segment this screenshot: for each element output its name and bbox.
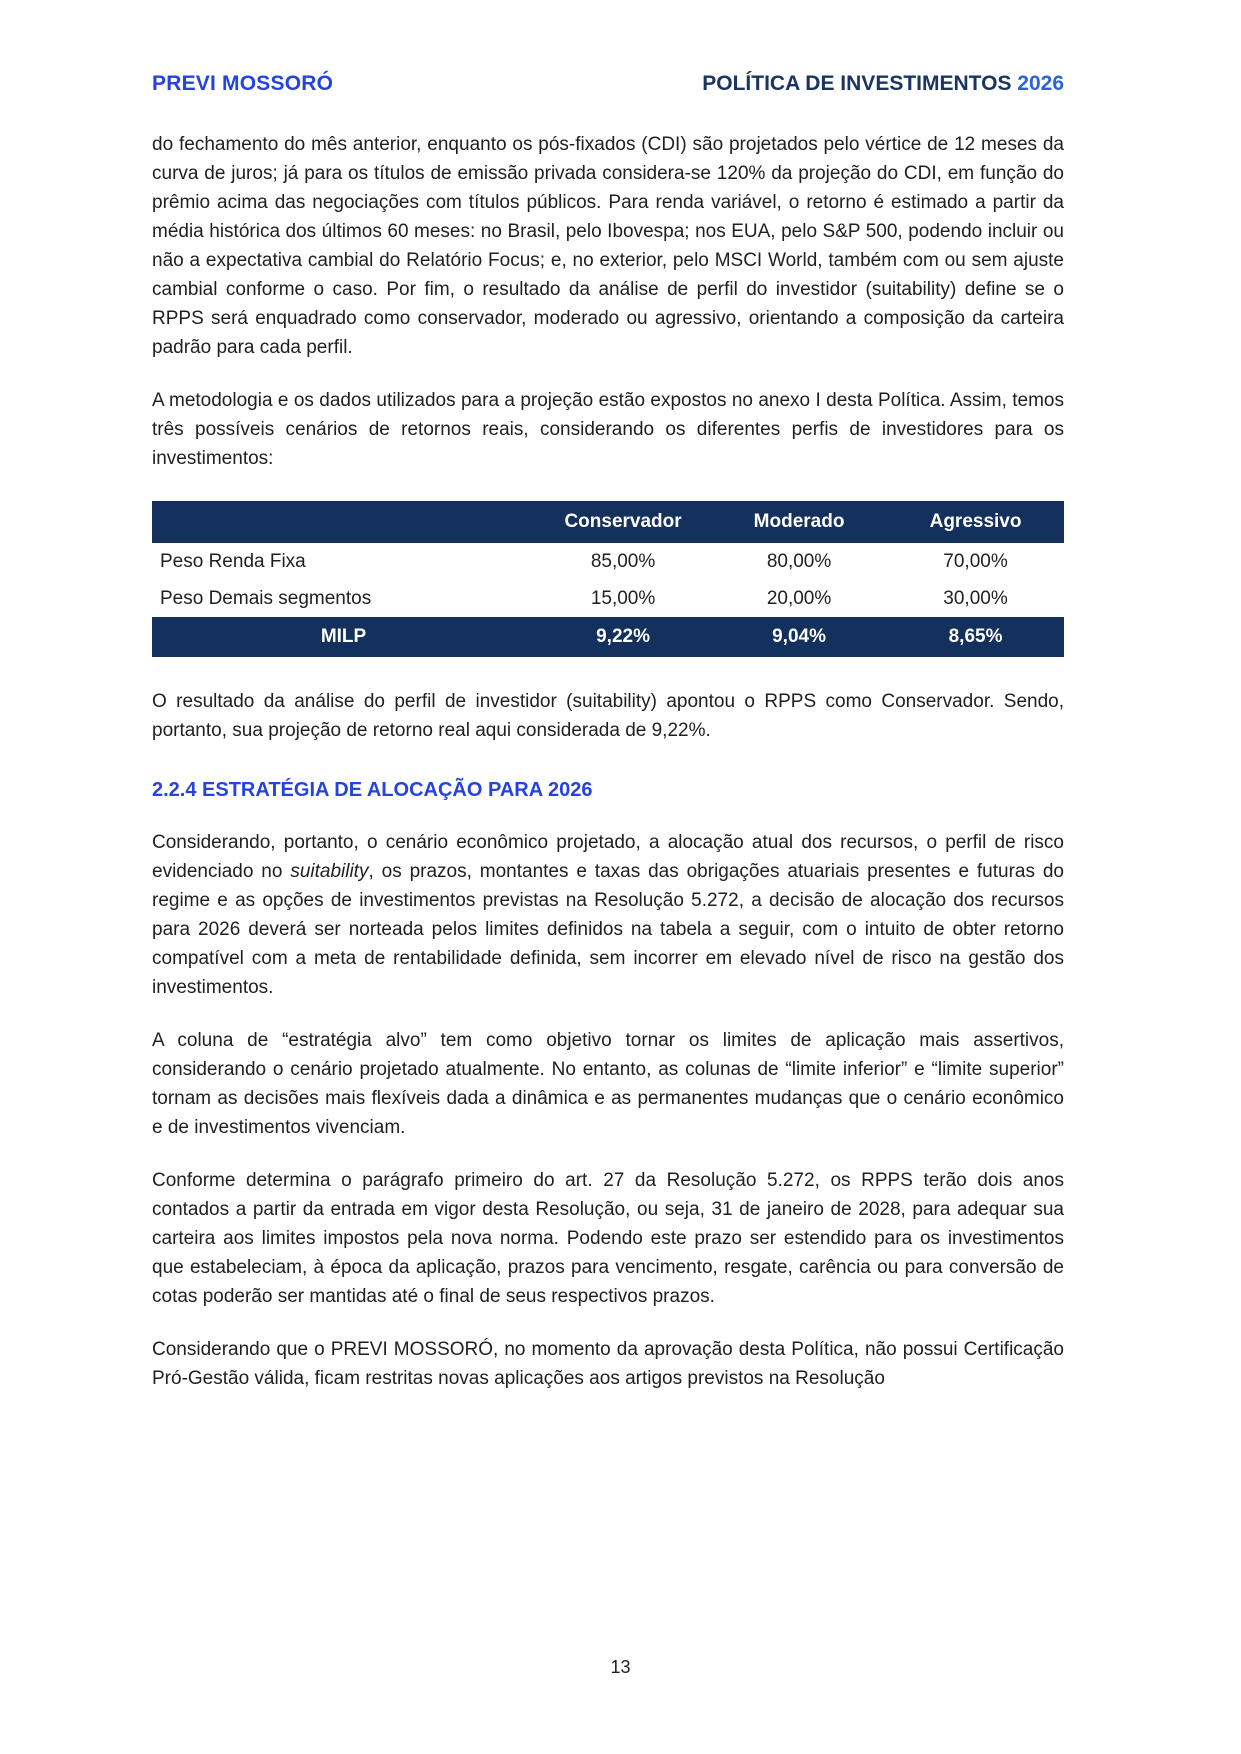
paragraph-1: do fechamento do mês anterior, enquanto os pós-fixados (CDI) são projetados pelo vértice de 12 meses da curva de juros; já para os títulos de emissão privada considera-se 120% da projeção do CDI, em função do prêmio acima das negociações com títulos públicos. Para renda variável, o retorno é estimado a partir da média histórica dos últimos 60 meses: no Brasil, pelo Ibovespa; nos EUA, pelo S&P 500, podendo incluir ou não a expectativa cambial do Relatório Focus; e, no exterior, pelo MSCI World, também com ou sem ajuste cambial conforme o caso. Por fim, o resultado da análise de perfil do investidor (suitability) define se o RPPS será enquadrado como conservador, moderado ou agressivo, orientando a composição da carteira padrão para cada perfil. [152, 134, 1064, 358]
paragraph-4-text: , os prazos, montantes e taxas das obrigações atuariais presentes e futuras do regime e as opções de investimentos previstas na Resolução 5.272, a decisão de alocação dos recursos para 2026 deverá ser norteada pelos limites definidos na tabela a seguir, com o intuito de obter retorno compatível com a meta de rentabilidade definida, sem incorrer em elevado nível de risco na gestão dos investimentos. [152, 861, 1064, 998]
paragraph-7: Considerando que o PREVI MOSSORÓ, no momento da aprovação desta Política, não possui Certificação Pró-Gestão válida, ficam restritas novas aplicações aos artigos previstos na Resolução [152, 1339, 1064, 1389]
paragraph-2: A metodologia e os dados utilizados para a projeção estão expostos no anexo I desta Política. Assim, temos três possíveis cenários de retornos reais, considerando os diferentes perfis de investidores para os investimentos: [152, 390, 1064, 469]
header-doc-title [702, 72, 1064, 96]
paragraph-6: Conforme determina o parágrafo primeiro do art. 27 da Resolução 5.272, os RPPS terão dois anos contados a partir da entrada em vigor desta Resolução, ou seja, 31 de janeiro de 2028, para adequar sua carteira aos limites impostos pela nova norma. Podendo este prazo ser estendido para os investimentos que estabeleciam, à época da aplicação, prazos para vencimento, resgate, carência ou para conversão de cotas poderão ser mantidas até o final de seus respectivos prazos. [152, 1170, 1064, 1307]
row-value: 20,00% [711, 580, 887, 617]
paragraph-4 [152, 828, 1064, 1002]
paragraph-4-text: Considerando, portanto, o cenário econômico projetado, a alocação atual dos recursos, o perfil de risco evidenciado no [152, 832, 1064, 882]
footer-label: MILP [152, 617, 535, 657]
footer-value: 8,65% [887, 617, 1064, 657]
page-content [152, 72, 1064, 1417]
header-doc-year: 2026 [1017, 72, 1064, 95]
row-value: 70,00% [887, 543, 1064, 580]
row-value: 15,00% [535, 580, 711, 617]
table-header-conservador: Conservador [535, 501, 711, 543]
row-value: 80,00% [711, 543, 887, 580]
table-footer-row [152, 617, 1064, 657]
header-org-name: PREVI MOSSORÓ [152, 72, 334, 95]
footer-value: 9,22% [535, 617, 711, 657]
profile-weights-table [152, 501, 1064, 657]
table-row [152, 580, 1064, 617]
paragraph-3: O resultado da análise do perfil de investidor (suitability) apontou o RPPS como Conservador. Sendo, portanto, sua projeção de retorno real aqui considerada de 9,22%. [152, 691, 1064, 741]
table-header-empty-cell [152, 501, 535, 543]
row-value: 30,00% [887, 580, 1064, 617]
table-header-row [152, 501, 1064, 543]
row-value: 85,00% [535, 543, 711, 580]
header-doc-title-text: POLÍTICA DE INVESTIMENTOS [702, 72, 1018, 95]
row-label: Peso Renda Fixa [152, 543, 535, 580]
table-header-agressivo: Agressivo [887, 501, 1064, 543]
paragraph-4-italic-term: suitability [290, 861, 369, 882]
row-label: Peso Demais segmentos [152, 580, 535, 617]
document-header [152, 72, 1064, 96]
table-row [152, 543, 1064, 580]
footer-value: 9,04% [711, 617, 887, 657]
paragraph-5: A coluna de “estratégia alvo” tem como objetivo tornar os limites de aplicação mais assertivos, considerando o cenário projetado atualmente. No entanto, as colunas de “limite inferior” e “limite superior” tornam as decisões mais flexíveis dada a dinâmica e as permanentes mudanças que o cenário econômico e de investimentos vivenciam. [152, 1030, 1064, 1138]
section-heading-2-2-4: 2.2.4 ESTRATÉGIA DE ALOCAÇÃO PARA 2026 [152, 779, 593, 801]
page-number: 13 [610, 1657, 631, 1677]
table-header-moderado: Moderado [711, 501, 887, 543]
